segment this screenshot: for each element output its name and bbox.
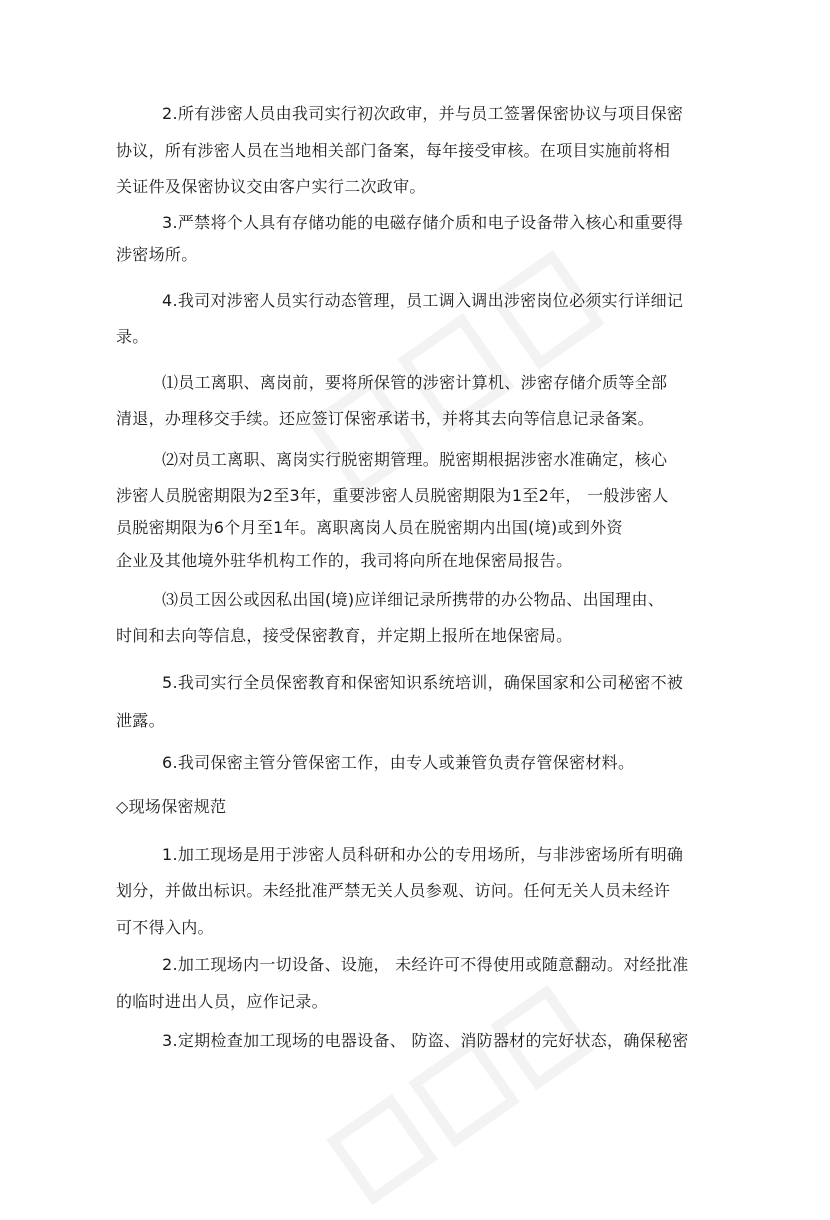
text-line: 时间和去向等信息，接受保密教育，并定期上报所在地保密局。 (116, 626, 573, 645)
text-line: ⑶员工因公或因私出国(境)应详细记录所携带的办公物品、出国理由、 (162, 590, 665, 609)
text-line: 1.加工现场是用于涉密人员科研和办公的专用场所，与非涉密场所有明确 (162, 845, 684, 864)
text-line: ⑵对员工离职、离岗实行脱密期管理。脱密期根据涉密水准确定，核心 (162, 450, 668, 469)
text-line: 6.我司保密主管分管保密工作，由专人或兼管负责存管保密材料。 (162, 753, 635, 772)
text-line: 4.我司对涉密人员实行动态管理，员工调入调出涉密岗位必须实行详细记 (162, 291, 684, 310)
text-line: 3.定期检查加工现场的电器设备、 防盗、消防器材的完好状态，确保秘密 (162, 1031, 689, 1050)
text-line: 涉密人员脱密期限为2至3年，重要涉密人员脱密期限为1至2年， 一般涉密人 (116, 486, 669, 505)
text-line: ⑴员工离职、离岗前，要将所保管的涉密计算机、涉密存储介质等全部 (162, 373, 668, 392)
text-line: 清退，办理移交手续。还应签订保密承诺书，并将其去向等信息记录备案。 (116, 409, 654, 428)
section-heading: ◇现场保密规范 (116, 797, 227, 816)
text-line: 企业及其他境外驻华机构工作的，我司将向所在地保密局报告。 (116, 551, 573, 570)
watermark-icon-bottom (314, 970, 606, 1220)
text-line: 2.加工现场内一切设备、设施， 未经许可不得使用或随意翻动。对经批准 (162, 955, 689, 974)
text-line: 的临时进出人员，应作记录。 (116, 992, 328, 1011)
text-line: 涉密场所。 (116, 245, 198, 264)
text-line: 5.我司实行全员保密教育和保密知识系统培训，确保国家和公司秘密不被 (162, 673, 684, 692)
text-line: 划分，并做出标识。未经批准严禁无关人员参观、访问。任何无关人员未经许 (116, 881, 671, 900)
text-line: 可不得入内。 (116, 918, 214, 937)
text-line: 关证件及保密协议交由客户实行二次政审。 (116, 177, 426, 196)
text-line: 泄露。 (116, 711, 165, 730)
text-line: 录。 (116, 327, 149, 346)
text-line: 3.严禁将个人具有存储功能的电磁存储介质和电子设备带入核心和重要得 (162, 213, 684, 232)
text-line: 员脱密期限为6个月至1年。离职离岗人员在脱密期内出国(境)或到外资 (116, 518, 623, 537)
text-line: 2.所有涉密人员由我司实行初次政审，并与员工签署保密协议与项目保密 (162, 104, 684, 123)
text-line: 协议，所有涉密人员在当地相关部门备案，每年接受审核。在项目实施前将相 (116, 141, 671, 160)
